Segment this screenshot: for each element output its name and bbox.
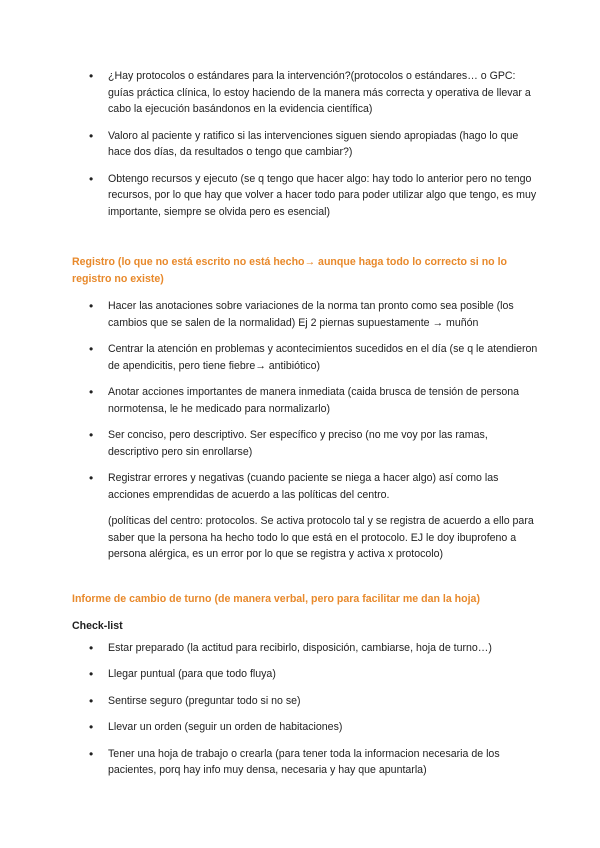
list-item: • ¿Hay protocolos o estándares para la intervención?(protocolos o estándares… o GPC: guías práctica clínica, lo estoy haciendo de la manera más correcta y operativa de llevar a cabo la ejecución basándonos en la evidencia científica) (72, 68, 540, 118)
list-item: • Obtengo recursos y ejecuto (se q tengo que hacer algo: hay todo lo anterior pero no tengo recursos, por lo que hay que volver a hacer todo para poder utilizar algo que tengo, es muy importante, siempre se olvida pero es esencial) (72, 171, 540, 221)
list-item: • Centrar la atención en problemas y acontecimientos sucedidos en el día (se q le atendieron de apendicitis, pero tiene fiebre→ antibiótico) (72, 341, 540, 374)
list-item: • Sentirse seguro (preguntar todo si no se) (72, 693, 540, 710)
list-item: • Valoro al paciente y ratifico si las intervenciones siguen siendo apropiadas (hago lo que hace dos días, da resultados o tengo que cambiar?) (72, 128, 540, 161)
registro-note: (políticas del centro: protocolos. Se activa protocolo tal y se registra de acuerdo a ello para saber que la persona ha hecho todo lo que está en el protocolo. EJ le doy ibuprofeno a persona alérgica, es un error por lo que se registra y activa x protocolo) (108, 515, 534, 560)
list-item: • Ser conciso, pero descriptivo. Ser específico y preciso (no me voy por las ramas, descriptivo pero sin enrollarse) (72, 427, 540, 460)
list-item: • Tener una hoja de trabajo o crearla (para tener toda la informacion necesaria de los pacientes, porq hay info muy densa, necesaria y hay que apuntarla) (72, 746, 540, 779)
intervention-list (72, 68, 540, 220)
turno-heading: Informe de cambio de turno (de manera verbal, pero para facilitar me dan la hoja) (72, 592, 480, 605)
registro-list (72, 298, 540, 503)
list-item: • Registrar errores y negativas (cuando paciente se niega a hacer algo) así como las acciones emprendidas de acuerdo a las políticas del centro. (72, 470, 540, 503)
list-item: • Anotar acciones importantes de manera inmediata (caida brusca de tensión de persona normotensa, le he medicado para normalizarlo) (72, 384, 540, 417)
checklist-label: Check-list (72, 619, 123, 632)
registro-heading: Registro (lo que no está escrito no está hecho→ aunque haga todo lo correcto si no lo registro no existe) (72, 256, 507, 285)
list-item: • Llevar un orden (seguir un orden de habitaciones) (72, 719, 540, 736)
list-item: • Hacer las anotaciones sobre variaciones de la norma tan pronto como sea posible (los cambios que se salen de la normalidad) Ej 2 piernas supuestamente → muñón (72, 298, 540, 331)
list-item: • Llegar puntual (para que todo fluya) (72, 666, 540, 683)
turno-checklist (72, 640, 540, 779)
list-item: • Estar preparado (la actitud para recibirlo, disposición, cambiarse, hoja de turno…) (72, 640, 540, 657)
